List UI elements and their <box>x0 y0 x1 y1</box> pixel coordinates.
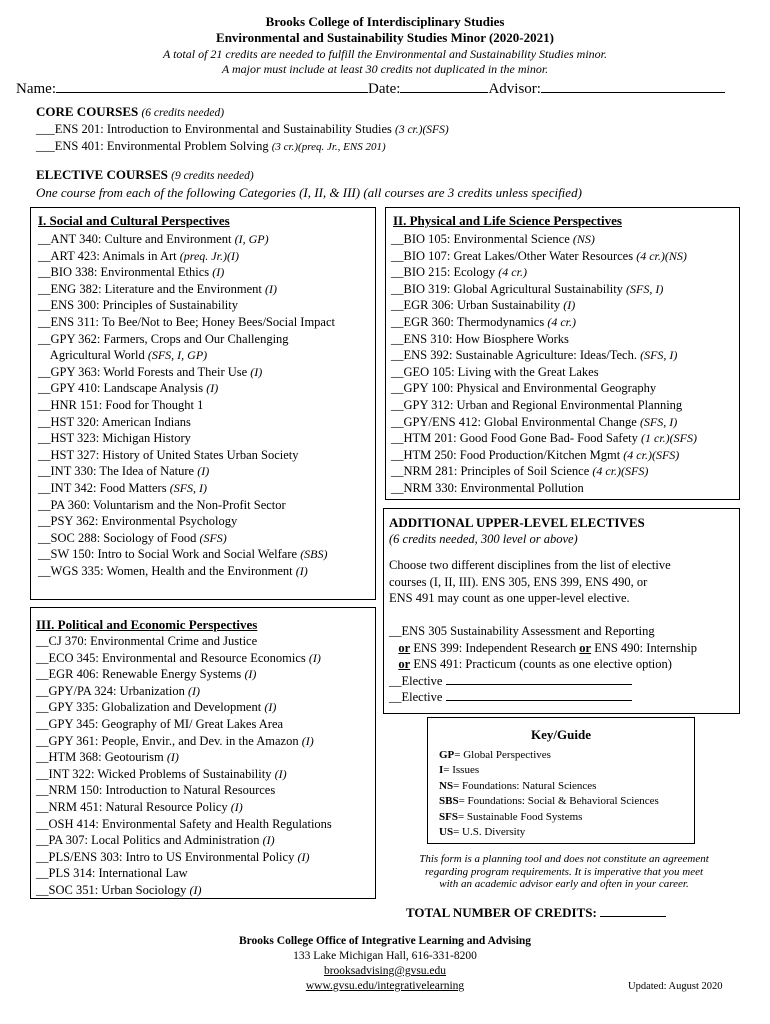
course-tag: (I) <box>230 799 243 814</box>
course-label: __PLS 314: International Law <box>36 866 188 881</box>
option-ens491[interactable]: or ENS 491: Practicum (counts as one elective option) <box>398 657 672 672</box>
category-1-item[interactable] <box>38 248 335 265</box>
course-tag: (preq. Jr.)(I) <box>179 248 239 263</box>
course-tag: (4 cr.)(SFS) <box>592 464 649 479</box>
course-label: __ENS 300: Principles of Sustainability <box>38 298 238 313</box>
category-1-item[interactable] <box>38 497 335 514</box>
category-2-item[interactable] <box>391 447 697 464</box>
category-1-item[interactable] <box>38 264 335 281</box>
course-label: __HST 323: Michigan History <box>38 431 191 446</box>
course-label: __BIO 105: Environmental Science <box>391 232 573 246</box>
course-label: __GPY 410: Landscape Analysis <box>38 381 207 396</box>
key-code: GP <box>439 749 455 761</box>
upper-level-credits: (6 credits needed, 300 level or above) <box>389 532 578 546</box>
course-label: __PA 307: Local Politics and Administration <box>36 833 263 848</box>
course-label: __WGS 335: Women, Health and the Environment <box>38 563 296 578</box>
major-note: A major must include at least 30 credits not duplicated in the minor. <box>221 62 549 76</box>
course-label: Agricultural World <box>38 348 148 363</box>
course-tag: (SFS, I, GP) <box>147 348 208 363</box>
core-credits: (6 credits needed) <box>141 107 225 119</box>
course-tag: (I) <box>206 381 219 396</box>
category-1-item[interactable] <box>38 331 335 348</box>
category-2-item[interactable] <box>391 414 697 431</box>
course-tag: (1 cr.)(SFS) <box>641 431 697 446</box>
course-tag: (SFS, I) <box>639 414 678 429</box>
footer-email-link[interactable]: brooksadvising@gvsu.edu <box>323 965 447 977</box>
course-label: __HST 320: American Indians <box>38 414 191 429</box>
date-field[interactable] <box>400 78 488 93</box>
course-label: __PA 360: Voluntarism and the Non-Profit Sector <box>38 497 286 512</box>
course-tag: (SBS) <box>300 547 328 562</box>
course-tag: (I) <box>166 750 179 765</box>
elective-credits: (9 credits needed) <box>171 170 254 182</box>
course-tag: (I) <box>563 298 576 313</box>
course-label: __GPY 361: People, Envir., and Dev. in the Amazon <box>36 733 302 748</box>
footer-office: Brooks College Office of Integrative Learning and Advising <box>238 935 532 947</box>
course-label: __ENS 310: How Biosphere Works <box>391 331 569 346</box>
course-label: __BIO 319: Global Agricultural Sustainability <box>391 281 627 296</box>
key-description: = Foundations: Social & Behavioral Sciences <box>458 795 659 808</box>
course-label: __GPY 363: World Forests and Their Use <box>38 364 251 379</box>
course-label: __BIO 107: Great Lakes/Other Water Resources <box>391 248 637 263</box>
course-tag: (I, GP) <box>234 232 269 246</box>
course-tag: (I) <box>301 733 314 748</box>
category-3-title: III. Political and Economic Perspectives <box>36 617 258 632</box>
category-3-item[interactable] <box>36 733 332 750</box>
course-label: __ART 423: Animals in Art <box>38 248 180 263</box>
course-label: __GPY 312: Urban and Regional Environmental Planning <box>391 397 683 412</box>
category-3-item[interactable] <box>36 650 332 667</box>
category-1-item[interactable] <box>38 447 335 464</box>
course-label: __PSY 362: Environmental Psychology <box>38 514 238 529</box>
course-tag: (I) <box>189 882 202 897</box>
category-2-list <box>391 231 697 497</box>
category-3-item[interactable] <box>36 666 332 683</box>
key-guide-title: Key/Guide <box>531 727 591 742</box>
course-label: __HST 327: History of United States Urban Society <box>38 447 299 462</box>
course-label: __SOC 351: Urban Sociology <box>36 882 190 897</box>
course-label: __NRM 330: Environmental Pollution <box>391 480 584 495</box>
category-3-item[interactable] <box>36 766 332 783</box>
key-code: NS <box>439 779 454 792</box>
category-2-item[interactable] <box>391 248 697 265</box>
course-label: __EGR 360: Thermodynamics <box>391 314 548 329</box>
total-credits-row <box>406 904 666 921</box>
course-tag: (I) <box>265 281 278 296</box>
course-label: __GPY/PA 324: Urbanization <box>36 683 188 698</box>
category-3-item[interactable] <box>36 865 332 882</box>
key-guide-box <box>427 717 695 844</box>
category-1-item[interactable] <box>38 347 335 364</box>
upper-level-options <box>389 623 697 706</box>
course-label: __CJ 370: Environmental Crime and Justice <box>36 634 258 648</box>
core-item-ens401[interactable]: ___ENS 401: Environmental Problem Solving (3 cr.)(preq. Jr., ENS 201) <box>36 138 386 153</box>
category-1-item[interactable] <box>38 231 335 248</box>
course-tag: (SFS, I) <box>640 348 678 363</box>
course-tag: (I) <box>295 563 308 578</box>
core-item-ens201[interactable]: ___ENS 201: Introduction to Environmental and Sustainability Studies (3 cr.)(SFS) <box>36 122 449 136</box>
option-ens399-ens490[interactable]: or ENS 399: Independent Research or ENS 490: Internship <box>398 640 697 655</box>
category-1-item[interactable] <box>38 546 335 563</box>
category-1-item[interactable] <box>38 281 335 298</box>
footer-web-link[interactable]: www.gvsu.edu/integrativelearning <box>305 980 465 992</box>
institution-title: Brooks College of Interdisciplinary Studies <box>265 14 505 29</box>
category-2-item[interactable] <box>391 264 697 281</box>
elective-subtitle: One course from each of the following Categories (I, II, & III) (all courses are 3 credits unless specified) <box>36 185 582 200</box>
course-label: __GPY 362: Farmers, Crops and Our Challenging <box>38 331 289 346</box>
course-label: __ECO 345: Environmental and Resource Economics <box>36 650 309 665</box>
category-2-item[interactable] <box>391 281 697 298</box>
course-tag: (I) <box>297 849 310 864</box>
category-3-item[interactable] <box>36 749 332 766</box>
category-1-box <box>30 207 376 600</box>
category-3-item[interactable] <box>36 782 332 799</box>
elective-line-1[interactable]: __Elective <box>389 673 697 690</box>
category-3-item[interactable] <box>36 849 332 866</box>
course-label: __EGR 306: Urban Sustainability <box>391 298 564 313</box>
elective-title: ELECTIVE COURSES <box>36 167 168 182</box>
category-3-list <box>36 633 332 899</box>
key-item <box>439 825 659 840</box>
category-1-item[interactable] <box>38 414 335 431</box>
category-2-item[interactable] <box>391 364 697 381</box>
category-3-item[interactable] <box>36 882 332 899</box>
key-description: = Foundations: Natural Sciences <box>453 779 597 792</box>
date-label: Date: <box>367 81 401 97</box>
category-3-item[interactable] <box>36 699 332 716</box>
key-item <box>439 779 659 794</box>
key-code: US <box>439 826 454 839</box>
course-tag: (SFS, I) <box>169 480 208 495</box>
course-label: __GPY 100: Physical and Environmental Geography <box>391 381 657 396</box>
category-3-item[interactable] <box>36 716 332 733</box>
course-tag: (NS) <box>572 232 595 246</box>
course-tag: (I) <box>274 766 287 781</box>
category-2-title: II. Physical and Life Science Perspectives <box>393 213 622 228</box>
category-1-item[interactable] <box>38 513 335 530</box>
course-tag: (I) <box>308 650 321 665</box>
course-tag: (I) <box>197 464 210 479</box>
category-1-item[interactable] <box>38 314 335 331</box>
course-tag: (SFS, I) <box>626 281 664 296</box>
category-3-box <box>30 607 376 899</box>
course-label: __BIO 215: Ecology <box>391 265 499 280</box>
core-list <box>36 121 449 154</box>
key-code: SFS <box>439 810 458 823</box>
course-label: __SW 150: Intro to Social Work and Social Welfare <box>38 547 301 562</box>
category-2-item[interactable] <box>391 231 697 248</box>
course-tag: (4 cr.)(NS) <box>636 248 687 263</box>
course-label: __NRM 150: Introduction to Natural Resources <box>36 783 276 798</box>
name-field[interactable] <box>56 78 368 93</box>
course-label: __ENS 311: To Bee/Not to Bee; Honey Bees/Social Impact <box>38 314 335 329</box>
category-1-item[interactable] <box>38 364 335 381</box>
category-2-item[interactable] <box>391 430 697 447</box>
advisor-field[interactable] <box>541 78 725 93</box>
category-2-box <box>385 207 740 500</box>
course-tag: (I) <box>212 265 225 280</box>
course-label: __GPY 335: Globalization and Development <box>36 700 265 715</box>
upper-level-box <box>383 508 740 714</box>
category-2-item[interactable] <box>391 480 697 497</box>
category-3-item[interactable] <box>36 799 332 816</box>
disclaimer: This form is a planning tool and does not constitute an agreement regarding program requirements. It is imperative that you meet with an academic advisor early and often in your career. <box>419 853 709 891</box>
course-label: __BIO 338: Environmental Ethics <box>38 265 213 280</box>
course-label: __HTM 368: Geotourism <box>36 750 167 765</box>
course-tag: (I) <box>250 364 263 379</box>
course-label: __INT 330: The Idea of Nature <box>38 464 198 479</box>
key-description: = Sustainable Food Systems <box>457 810 583 823</box>
course-tag: (I) <box>264 700 277 715</box>
course-label: __SOC 288: Sociology of Food <box>38 530 200 545</box>
key-description: = U.S. Diversity <box>453 826 526 839</box>
category-1-item[interactable] <box>38 380 335 397</box>
credits-note: A total of 21 credits are needed to fulfill the Environmental and Sustainability Studies minor. <box>162 47 608 61</box>
category-1-item[interactable] <box>38 430 335 447</box>
key-code: SBS <box>439 795 459 808</box>
category-2-item[interactable] <box>391 463 697 480</box>
course-tag: (4 cr.) <box>547 314 577 329</box>
core-title: CORE COURSES <box>36 104 139 119</box>
course-label: __HTM 250: Food Production/Kitchen Mgmt <box>391 447 624 462</box>
course-tag: (SFS) <box>199 530 227 545</box>
option-ens305[interactable]: __ENS 305 Sustainability Assessment and Reporting <box>389 624 655 638</box>
category-3-item[interactable] <box>36 816 332 833</box>
course-label: __ENS 392: Sustainable Agriculture: Ideas/Tech. <box>391 348 641 363</box>
footer-email-row <box>0 965 770 977</box>
category-3-item[interactable] <box>36 633 332 650</box>
updated-date: Updated: August 2020 <box>628 981 723 992</box>
course-label: __GPY 345: Geography of MI/ Great Lakes Area <box>36 716 284 731</box>
category-2-item[interactable] <box>391 297 697 314</box>
course-label: __INT 322: Wicked Problems of Sustainability <box>36 766 275 781</box>
upper-level-title: ADDITIONAL UPPER-LEVEL ELECTIVES <box>389 515 645 530</box>
core-heading <box>36 104 224 120</box>
category-2-item[interactable] <box>391 380 697 397</box>
key-item <box>439 794 659 809</box>
category-2-item[interactable] <box>391 314 697 331</box>
key-guide-list <box>439 748 659 840</box>
course-label: __PLS/ENS 303: Intro to US Environmental Policy <box>36 849 298 864</box>
course-label: __HNR 151: Food for Thought 1 <box>38 397 204 412</box>
category-2-item[interactable] <box>391 397 697 414</box>
category-3-item[interactable] <box>36 832 332 849</box>
category-2-item[interactable] <box>391 347 697 364</box>
elective-line-2[interactable]: __Elective <box>389 689 697 706</box>
course-label: __INT 342: Food Matters <box>38 480 170 495</box>
student-info-row <box>16 78 756 96</box>
category-3-item[interactable] <box>36 683 332 700</box>
footer-address: 133 Lake Michigan Hall, 616-331-8200 <box>293 950 477 962</box>
category-1-item[interactable] <box>38 297 335 314</box>
course-tag: (I) <box>187 683 200 698</box>
course-label: __ENG 382: Literature and the Environment <box>38 281 266 296</box>
course-tag: (I) <box>262 833 275 848</box>
upper-level-description: Choose two different disciplines from the list of elective courses (I, II, III). ENS 305, ENS 399, ENS 490, or ENS 491 may count as one upper-level elective. <box>389 558 671 606</box>
course-label: __ANT 340: Culture and Environment <box>38 232 235 246</box>
course-label: __NRM 281: Principles of Soil Science <box>391 464 593 479</box>
course-label: __NRM 451: Natural Resource Policy <box>36 799 231 814</box>
key-code: I <box>439 764 444 777</box>
category-1-item[interactable] <box>38 397 335 414</box>
category-2-item[interactable] <box>391 331 697 348</box>
course-tag: (I) <box>244 667 257 682</box>
category-1-item[interactable] <box>38 480 335 497</box>
course-label: __OSH 414: Environmental Safety and Health Regulations <box>36 816 332 831</box>
category-1-item[interactable] <box>38 563 335 580</box>
course-label: __HTM 201: Good Food Gone Bad- Food Safety <box>391 431 641 446</box>
category-1-item[interactable] <box>38 530 335 547</box>
course-label: __GEO 105: Living with the Great Lakes <box>391 364 599 379</box>
name-label: Name: <box>16 81 56 97</box>
course-label: __GPY/ENS 412: Global Environmental Change <box>391 414 640 429</box>
course-label: __EGR 406: Renewable Energy Systems <box>36 667 245 682</box>
category-1-list <box>38 231 335 579</box>
key-item <box>439 810 659 825</box>
program-title: Environmental and Sustainability Studies Minor (2020-2021) <box>216 30 554 45</box>
advisor-label: Advisor: <box>488 81 541 97</box>
key-item <box>439 748 659 763</box>
total-credits-field[interactable] <box>600 904 666 917</box>
key-item <box>439 763 659 778</box>
total-credits-label: TOTAL NUMBER OF CREDITS: <box>406 905 597 920</box>
key-description: = Issues <box>443 764 480 777</box>
elective-heading <box>36 167 254 183</box>
key-description: = Global Perspectives <box>454 749 551 761</box>
category-1-title: I. Social and Cultural Perspectives <box>38 213 230 228</box>
course-tag: (4 cr.) <box>498 265 527 280</box>
category-1-item[interactable] <box>38 463 335 480</box>
course-tag: (4 cr.)(SFS) <box>623 447 680 462</box>
